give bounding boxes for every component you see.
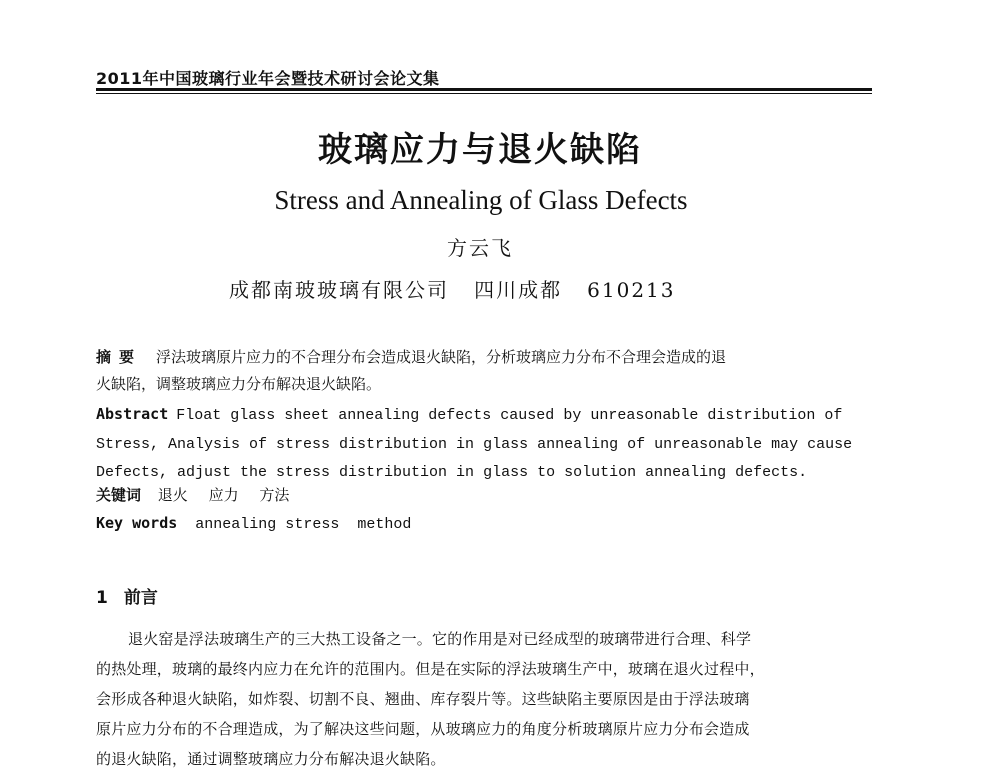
keywords-english [96, 514, 411, 533]
keywords-chinese-label: 关键词 [96, 486, 142, 504]
keyword-1: 退火 [157, 486, 188, 504]
abstract-chinese [96, 344, 866, 398]
header-rule-thin [96, 93, 872, 94]
section-heading-1 [96, 583, 158, 608]
body-line-2: 的热处理，玻璃的最终内应力在允许的范围内。但是在实际的浮法玻璃生产中，玻璃在退火过程中， [96, 660, 765, 678]
header-rule-thick [96, 88, 872, 91]
section-body-1 [96, 624, 872, 774]
author-affiliation: 成都南玻玻璃有限公司 四川成都 610213 [229, 278, 676, 302]
abstract-chinese-text-2: 火缺陷，调整玻璃应力分布解决退火缺陷。 [96, 375, 382, 393]
keywords-english-text: annealing stress method [195, 516, 412, 533]
keyword-3: 方法 [259, 486, 290, 504]
body-line-3: 会形成各种退火缺陷，如炸裂、切割不良、翘曲、库存裂片等。这些缺陷主要原因是由于浮法玻璃 [96, 690, 750, 708]
body-line-4: 原片应力分布的不合理造成，为了解决这些问题，从玻璃应力的角度分析玻璃原片应力分布会造成 [96, 720, 750, 738]
keyword-2: 应力 [208, 486, 239, 504]
abstract-english-line-1 [96, 400, 866, 431]
title-english: Stress and Annealing of Glass Defects [274, 185, 688, 215]
abstract-english-label: Abstract [96, 405, 169, 423]
abstract-english-text-1: Float glass sheet annealing defects caused by unreasonable distribution of [176, 407, 843, 424]
body-line-5: 的退火缺陷，通过调整玻璃应力分布解决退火缺陷。 [96, 750, 446, 768]
keywords-english-label: Key words [96, 514, 178, 532]
author-name: 方云飞 [447, 236, 513, 260]
abstract-chinese-text-1: 浮法玻璃原片应力的不合理分布会造成退火缺陷，分析玻璃应力分布不合理会造成的退 [156, 348, 727, 366]
title-chinese: 玻璃应力与退火缺陷 [318, 130, 642, 170]
abstract-english-text-2: Stress, Analysis of stress distribution in glass annealing of unreasonable may cause [96, 435, 853, 453]
abstract-english [96, 400, 866, 488]
body-line-1: 退火窑是浮法玻璃生产的三大热工设备之一。它的作用是对已经成型的玻璃带进行合理、科学 [128, 630, 752, 648]
abstract-chinese-line-1 [96, 344, 866, 371]
abstract-chinese-label: 摘要 [96, 348, 143, 366]
abstract-english-text-3: Defects, adjust the stress distribution in glass to solution annealing defects. [96, 464, 808, 481]
keywords-chinese [96, 484, 305, 505]
section-title: 前言 [123, 588, 158, 608]
section-number: 1 [96, 588, 108, 608]
running-header: 2011年中国玻璃行业年会暨技术研讨会论文集 [96, 69, 440, 88]
